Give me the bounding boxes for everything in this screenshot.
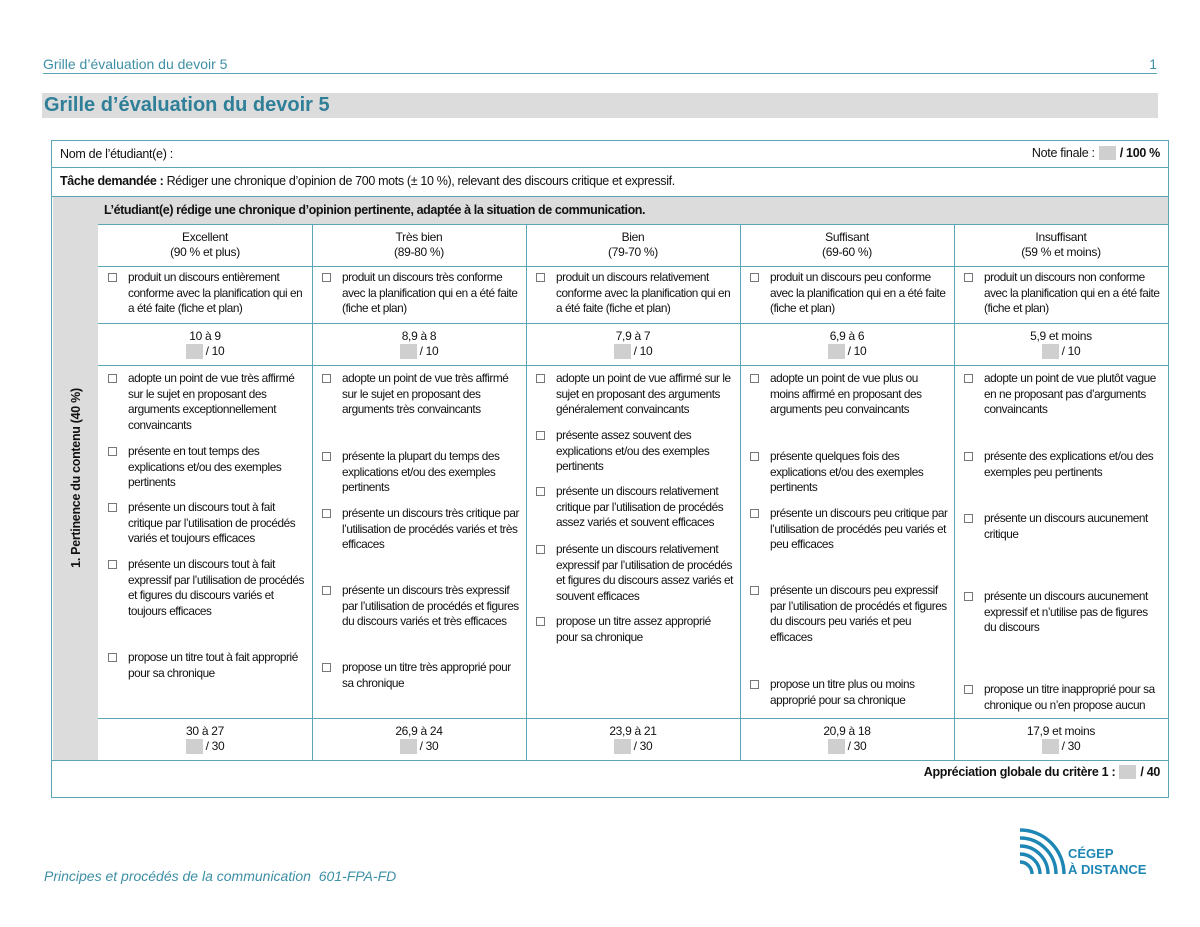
task-row: [60, 174, 675, 188]
global-score-field[interactable]: [1119, 765, 1136, 779]
score-cell: 17,9 et moins / 30: [1026, 724, 1096, 753]
student-name-label: Nom de l’étudiant(e) :: [60, 147, 173, 161]
score-cell: 10 à 9 / 10: [98, 329, 312, 359]
level-insuffisant: [954, 230, 1168, 260]
level-name: Bien: [621, 230, 645, 244]
score-cell: 20,9 à 18 / 30: [823, 724, 871, 753]
checkbox[interactable]: [108, 374, 117, 383]
criteria-item: présente un discours peu expressif par l’utilisation de procédés et figures du discours peu variés et peu efficaces: [770, 583, 948, 645]
score-cell: 6,9 à 6 / 10: [740, 329, 954, 359]
checkbox[interactable]: [536, 617, 545, 626]
logo-line2: À DISTANCE: [1068, 862, 1147, 877]
final-grade-total: / 100 %: [1119, 146, 1160, 160]
score-cell: 26,9 à 24 / 30: [395, 724, 443, 753]
checkbox[interactable]: [108, 503, 117, 512]
checkbox[interactable]: [108, 560, 117, 569]
checkbox[interactable]: [108, 447, 117, 456]
final-grade: [1032, 146, 1160, 160]
global-appreciation: [924, 765, 1160, 779]
level-range: (79-70 %): [608, 245, 658, 259]
level-excellent: [98, 230, 312, 260]
final-grade-label: Note finale :: [1031, 146, 1095, 160]
level-suffisant: [740, 230, 954, 260]
page-number: 1: [1149, 56, 1157, 72]
cegep-logo: [1018, 826, 1158, 878]
footer-course: Principes et procédés de la communication: [44, 868, 311, 884]
checkbox[interactable]: [536, 545, 545, 554]
score-field[interactable]: [828, 344, 845, 359]
logo-line1: CÉGEP: [1068, 846, 1114, 861]
score-field[interactable]: [614, 344, 631, 359]
criteria-item: présente la plupart du temps des explications et/ou des exemples pertinents: [342, 449, 520, 496]
score-field[interactable]: [614, 739, 631, 754]
level-range: (90 % et plus): [170, 245, 240, 259]
checkbox[interactable]: [964, 273, 973, 282]
level-tres-bien: [312, 230, 526, 260]
criteria-item: propose un titre inapproprié pour sa chronique ou n’en propose aucun: [984, 682, 1162, 713]
plan-item: produit un discours peu conforme avec la planification qui en a été faite (fiche et plan): [770, 270, 948, 317]
criteria-item: propose un titre assez approprié pour sa chronique: [556, 614, 734, 645]
header-title: Grille d’évaluation du devoir 5: [43, 56, 228, 72]
checkbox[interactable]: [322, 273, 331, 282]
criteria-item: présente un discours très expressif par l’utilisation de procédés et figures du discours variés et très efficaces: [342, 583, 520, 630]
criterion-statement: L’étudiant(e) rédige une chronique d’opinion pertinente, adaptée à la situation de communication.: [98, 197, 1168, 224]
checkbox[interactable]: [750, 680, 759, 689]
running-header: [43, 55, 1157, 74]
checkbox[interactable]: [108, 653, 117, 662]
checkbox[interactable]: [536, 487, 545, 496]
criteria-item: propose un titre plus ou moins approprié pour sa chronique: [770, 677, 948, 708]
checkbox[interactable]: [536, 431, 545, 440]
criteria-item: présente un discours très critique par l’utilisation de procédés variés et très efficaces: [342, 506, 520, 553]
checkbox[interactable]: [322, 452, 331, 461]
score-field[interactable]: [400, 739, 417, 754]
score-field[interactable]: [186, 739, 203, 754]
score-field[interactable]: [1042, 739, 1059, 754]
checkbox[interactable]: [750, 452, 759, 461]
checkbox[interactable]: [536, 374, 545, 383]
score-field[interactable]: [186, 344, 203, 359]
criteria-item: présente un discours tout à fait critique par l’utilisation de procédés variés et toujours efficaces: [128, 500, 306, 547]
criteria-item: adopte un point de vue très affirmé sur le sujet en proposant des arguments très convaincants: [342, 371, 520, 418]
checkbox[interactable]: [964, 592, 973, 601]
level-name: Insuffisant: [1035, 230, 1087, 244]
task-label: Tâche demandée :: [60, 174, 164, 188]
criteria-item: présente un discours aucunement critique: [984, 511, 1162, 542]
footer: [44, 868, 396, 884]
score-cell: 7,9 à 7 / 10: [526, 329, 740, 359]
level-range: (69-60 %): [822, 245, 872, 259]
checkbox[interactable]: [750, 509, 759, 518]
checkbox[interactable]: [108, 273, 117, 282]
checkbox[interactable]: [750, 586, 759, 595]
level-bien: [526, 230, 740, 260]
criterion-side-label: 1. Pertinence du contenu (40 %): [69, 388, 83, 568]
global-total: / 40: [1140, 765, 1160, 779]
criteria-item: adopte un point de vue plus ou moins affirmé en proposant des arguments peu convaincants: [770, 371, 948, 418]
criteria-item: présente un discours aucunement expressif et n’utilise pas de figures du discours: [984, 589, 1162, 636]
level-name: Suffisant: [825, 230, 869, 244]
score-field[interactable]: [1042, 344, 1059, 359]
checkbox[interactable]: [750, 273, 759, 282]
plan-item: produit un discours entièrement conforme avec la planification qui en a été faite (fiche et plan): [128, 270, 306, 317]
criteria-item: adopte un point de vue plutôt vague en ne proposant pas d’arguments convaincants: [984, 371, 1162, 418]
criteria-item: propose un titre très approprié pour sa chronique: [342, 660, 520, 691]
checkbox[interactable]: [964, 685, 973, 694]
criteria-item: présente en tout temps des explications et/ou des exemples pertinents: [128, 444, 306, 491]
logo-arcs-icon: [1018, 826, 1066, 878]
document-title: Grille d’évaluation du devoir 5: [42, 93, 1158, 118]
criteria-item: présente un discours relativement critique par l’utilisation de procédés assez variés et souvent efficaces: [556, 484, 734, 531]
plan-item: produit un discours non conforme avec la planification qui en a été faite (fiche et plan): [984, 270, 1162, 317]
criteria-item: adopte un point de vue très affirmé sur le sujet en proposant des arguments exceptionnellement convaincants: [128, 371, 306, 433]
checkbox[interactable]: [322, 374, 331, 383]
criteria-item: présente quelques fois des explications et/ou des exemples pertinents: [770, 449, 948, 496]
plan-item: produit un discours relativement conforme avec la planification qui en a été faite (fiche et plan): [556, 270, 734, 317]
criteria-item: présente assez souvent des explications et/ou des exemples pertinents: [556, 428, 734, 475]
checkbox[interactable]: [964, 452, 973, 461]
level-range: (89-80 %): [394, 245, 444, 259]
checkbox[interactable]: [964, 514, 973, 523]
checkbox[interactable]: [750, 374, 759, 383]
score-field[interactable]: [828, 739, 845, 754]
criteria-item: présente des explications et/ou des exemples peu pertinents: [984, 449, 1162, 480]
criteria-item: présente un discours relativement expressif par l’utilisation de procédés et figures du discours assez variés et souvent efficaces: [556, 542, 734, 604]
level-range: (59 % et moins): [1021, 245, 1101, 259]
footer-code: 601-FPA-FD: [318, 868, 397, 884]
final-grade-field[interactable]: [1099, 146, 1116, 160]
checkbox[interactable]: [322, 663, 331, 672]
global-label: Appréciation globale du critère 1 :: [923, 765, 1116, 779]
score-cell: 8,9 à 8 / 10: [312, 329, 526, 359]
criteria-item: présente un discours peu critique par l’utilisation de procédés peu variés et peu efficaces: [770, 506, 948, 553]
score-cell: 5,9 et moins / 10: [1030, 329, 1092, 358]
task-text: Rédiger une chronique d’opinion de 700 mots (± 10 %), relevant des discours critique et expressif.: [166, 174, 675, 188]
plan-item: produit un discours très conforme avec la planification qui en a été faite (fiche et plan): [342, 270, 520, 317]
checkbox[interactable]: [964, 374, 973, 383]
criteria-item: adopte un point de vue affirmé sur le sujet en proposant des arguments généralement convaincants: [556, 371, 734, 418]
level-name: Très bien: [395, 230, 443, 244]
checkbox[interactable]: [322, 586, 331, 595]
criteria-item: propose un titre tout à fait approprié pour sa chronique: [128, 650, 306, 681]
score-cell: 30 à 27 / 30: [186, 724, 225, 753]
score-field[interactable]: [400, 344, 417, 359]
score-cell: 23,9 à 21 / 30: [609, 724, 657, 753]
checkbox[interactable]: [322, 509, 331, 518]
checkbox[interactable]: [536, 273, 545, 282]
criteria-item: présente un discours tout à fait expressif par l’utilisation de procédés et figures du discours variés et toujours efficaces: [128, 557, 306, 619]
level-name: Excellent: [182, 230, 228, 244]
